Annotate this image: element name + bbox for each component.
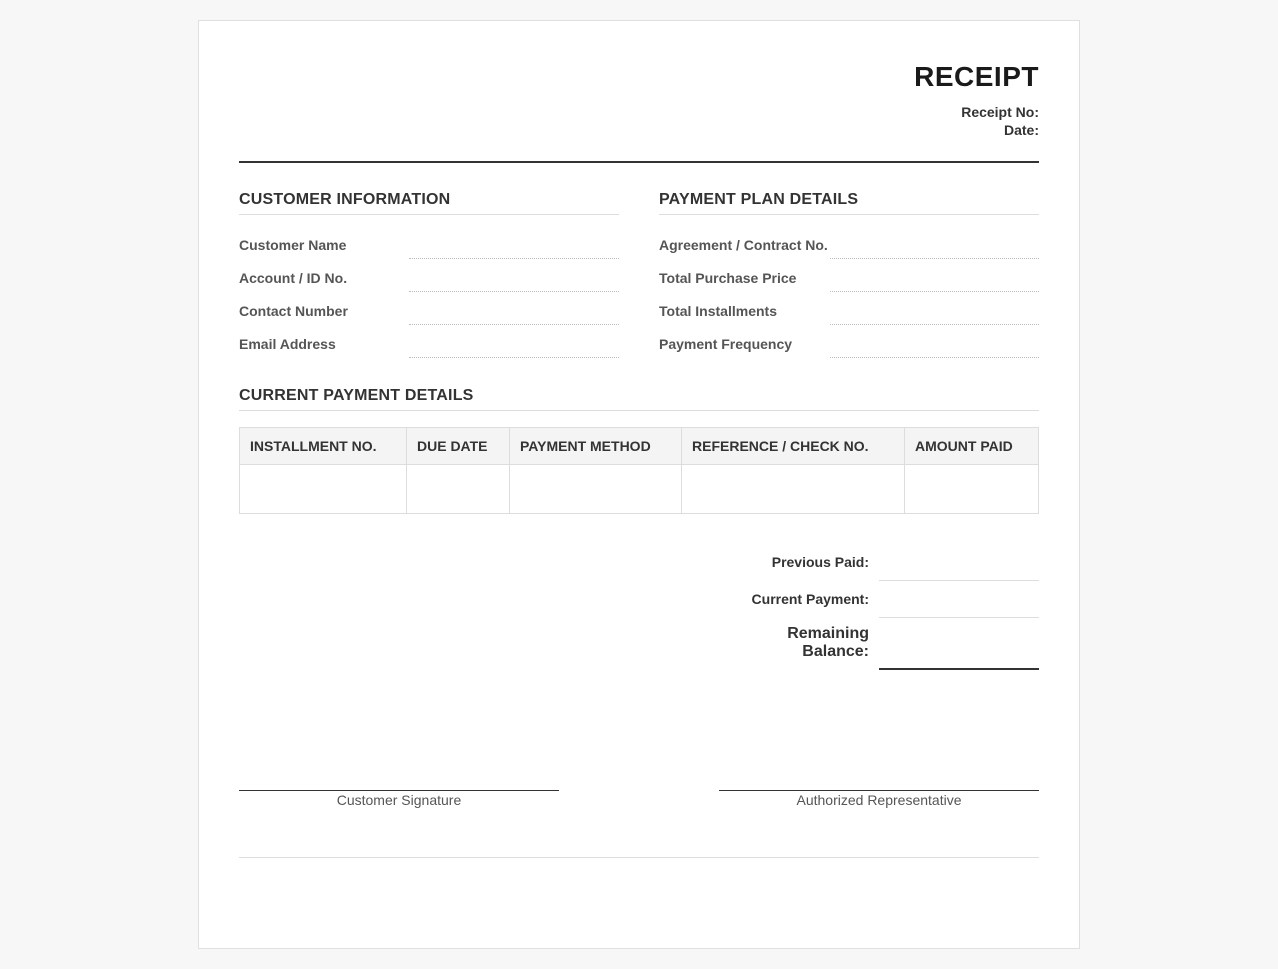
remaining-balance-label: Remaining Balance: (787, 625, 869, 660)
previous-paid-input-line[interactable] (879, 551, 1039, 581)
field-email-address (239, 330, 619, 363)
payment-frequency-input-line[interactable] (830, 334, 1039, 358)
col-amount-paid: AMOUNT PAID (905, 428, 1039, 465)
remaining-balance-input-line[interactable] (879, 625, 1039, 670)
cell-due-date[interactable] (407, 465, 510, 514)
summary-remaining-balance (239, 625, 1039, 671)
current-payment-label: Current Payment: (751, 591, 869, 607)
field-label: Contact Number (239, 303, 348, 319)
col-payment-method: PAYMENT METHOD (510, 428, 682, 465)
total-installments-input-line[interactable] (830, 301, 1039, 325)
current-payment-title: CURRENT PAYMENT DETAILS (239, 387, 1039, 411)
field-total-purchase-price (659, 264, 1039, 297)
representative-signature-label: Authorized Representative (796, 792, 962, 808)
agreement-no-input-line[interactable] (830, 235, 1039, 259)
customer-info-title: CUSTOMER INFORMATION (239, 191, 619, 215)
summary-previous-paid (239, 551, 1039, 581)
field-label: Account / ID No. (239, 270, 348, 286)
col-due-date: DUE DATE (407, 428, 510, 465)
field-total-installments (659, 297, 1039, 330)
field-payment-frequency (659, 330, 1039, 363)
customer-signature-line[interactable] (239, 790, 559, 791)
table-row (240, 465, 1039, 514)
field-label: Total Installments (659, 303, 777, 319)
field-customer-name (239, 231, 619, 264)
previous-paid-label: Previous Paid: (771, 554, 869, 570)
cell-installment-no[interactable] (240, 465, 407, 514)
field-label: Total Purchase Price (659, 270, 797, 286)
email-address-input-line[interactable] (409, 334, 619, 358)
field-agreement-no (659, 231, 1039, 264)
summary-current-payment (239, 588, 1039, 618)
cell-payment-method[interactable] (510, 465, 682, 514)
table-header-row (240, 428, 1039, 465)
field-contact-number (239, 297, 619, 330)
payment-plan-title: PAYMENT PLAN DETAILS (659, 191, 1039, 215)
cell-reference-check-no[interactable] (682, 465, 905, 514)
receipt-page (198, 20, 1080, 949)
total-purchase-price-input-line[interactable] (830, 268, 1039, 292)
receipt-header (239, 21, 1039, 163)
col-installment-no: INSTALLMENT NO. (240, 428, 407, 465)
customer-signature-label: Customer Signature (336, 792, 462, 808)
footer-divider (239, 857, 1039, 858)
payments-table (239, 427, 1039, 514)
field-label: Email Address (239, 336, 336, 352)
representative-signature-line[interactable] (719, 790, 1039, 791)
current-payment-input-line[interactable] (879, 588, 1039, 618)
date-label: Date: (1003, 122, 1039, 138)
account-id-input-line[interactable] (409, 268, 619, 292)
receipt-title: RECEIPT (914, 61, 1039, 92)
field-account-id (239, 264, 619, 297)
receipt-no-label: Receipt No: (961, 104, 1039, 120)
col-reference-check-no: REFERENCE / CHECK NO. (682, 428, 905, 465)
field-label: Customer Name (239, 237, 347, 253)
cell-amount-paid[interactable] (905, 465, 1039, 514)
field-label: Payment Frequency (659, 336, 793, 352)
contact-number-input-line[interactable] (409, 301, 619, 325)
field-label: Agreement / Contract No. (659, 237, 828, 253)
customer-name-input-line[interactable] (409, 235, 619, 259)
